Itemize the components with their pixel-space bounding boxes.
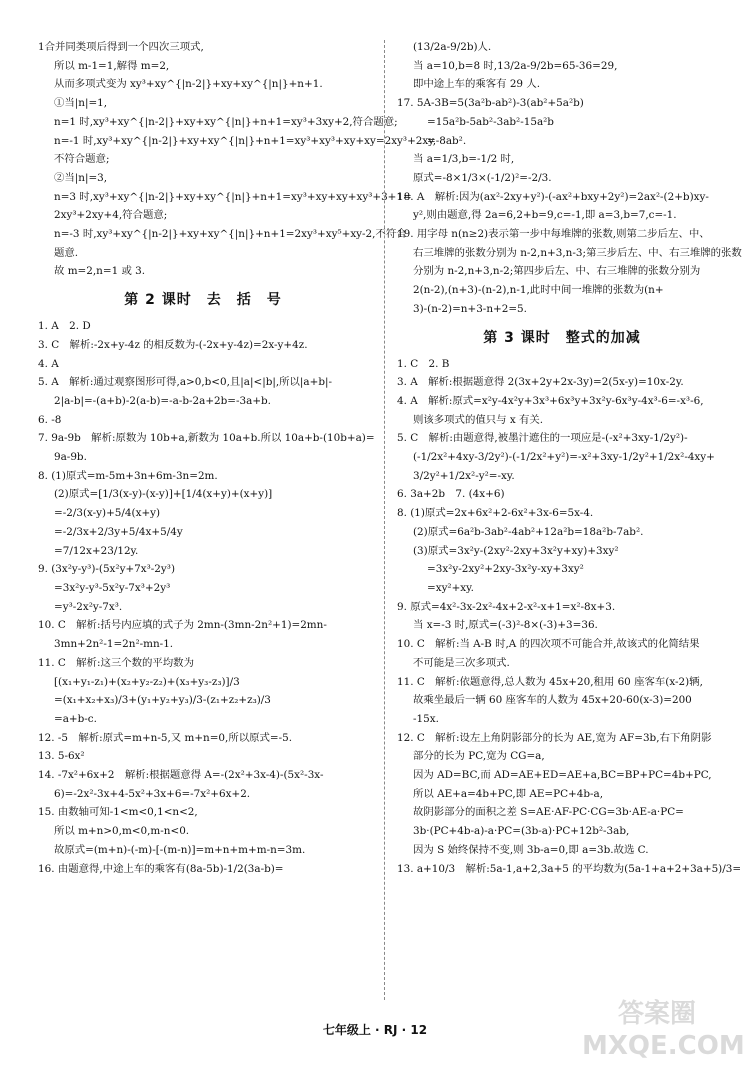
answer-item: 3. C 解析:-2x+y-4z 的相反数为-(-2x+y-4z)=2x-y+4z. xyxy=(38,338,308,351)
answer-item: 12. C 解析:设左上角阴影部分的长为 AE,宽为 AF=3b,右下角阴影 xyxy=(397,731,712,744)
answer-item: 1. A 2. D xyxy=(38,320,91,333)
text-line: ②当|n|=3, xyxy=(54,171,108,184)
text-line: 2(n-2),(n+3)-(n-2),n-1,此时中间一堆牌的张数为(n+ xyxy=(413,284,664,297)
text-line: =a+b-c. xyxy=(54,712,97,725)
text-line: =15a²b-5ab²-3ab²-15a²b xyxy=(427,115,554,128)
text-line: 故阴影部分的面积之差 S=AE·AF-PC·CG=3b·AE-a·PC= xyxy=(413,806,684,819)
text-line: =3x²y-y³-5x²y-7x³+2y³ xyxy=(54,581,171,594)
answer-item: 7. 9a-9b 解析:原数为 10b+a,新数为 10a+b.所以 10a+b-(10b+a)= xyxy=(38,432,375,445)
text-line: 不可能是三次多项式. xyxy=(413,656,510,669)
answer-item: 9. 原式=4x²-3x-2x²-4x+2-x²-x+1=x²-8x+3. xyxy=(397,600,616,613)
text-line: 因为 S 始终保持不变,则 3b-a=0,即 a=3b.故选 C. xyxy=(413,843,649,856)
answer-item: 15. 由数轴可知-1<m<0,1<n<2, xyxy=(38,806,198,819)
text-line: n=3 时,xy³+xy^{|n-2|}+xy+xy^{|n|}+n+1=xy³+xy+xy+xy³+3+1= xyxy=(54,190,412,203)
text-line: 因为 AD=BC,而 AD=AE+ED=AE+a,BC=BP+PC=4b+PC, xyxy=(413,769,712,782)
section-heading: 第 2 课时 去 括 号 xyxy=(124,292,282,309)
watermark-text: 答案圈 MXQE.COM xyxy=(582,999,745,1061)
text-line: 当 x=-3 时,原式=(-3)²-8×(-3)+3=36. xyxy=(413,619,598,632)
answer-item: 9. (3x²y-y³)-(5x²y+7x³-2y³) xyxy=(38,563,176,576)
text-line: n=1 时,xy³+xy^{|n-2|}+xy+xy^{|n|}+n+1=xy³+3xy+2,符合题意; xyxy=(54,115,398,128)
text-line: =-8ab². xyxy=(427,134,467,147)
answer-item: 13. a+10/3 解析:5a-1,a+2,3a+5 的平均数为(5a-1+a+2+3a+5)/3= xyxy=(397,862,742,875)
text-line: 所以 m+n>0,m<0,m-n<0. xyxy=(54,825,190,838)
answer-item: 10. C 解析:当 A-B 时,A 的四次项不可能合并,故该式的化简结果 xyxy=(397,638,700,651)
text-line: (3)原式=3x²y-(2xy²-2xy+3x²y+xy)+3xy² xyxy=(413,544,619,557)
text-line: =y³-2x²y-7x³. xyxy=(54,600,123,613)
text-line: [(x₁+y₁-z₁)+(x₂+y₂-z₂)+(x₃+y₃-z₃)]/3 xyxy=(54,675,240,688)
text-line: 部分的长为 PC,宽为 CG=a, xyxy=(413,750,545,763)
text-line: 9a-9b. xyxy=(54,451,87,464)
answer-item: 3. A 解析:根据题意得 2(3x+2y+2x-3y)=2(5x-y)=10x-2y. xyxy=(397,376,684,389)
answer-item: 14. -7x²+6x+2 解析:根据题意得 A=-(2x²+3x-4)-(5x²-3x- xyxy=(38,769,324,782)
answer-item: 12. -5 解析:原式=m+n-5,又 m+n=0,所以原式=-5. xyxy=(38,731,293,744)
text-line: =3x²y-2xy²+2xy-3x²y-xy+3xy² xyxy=(427,563,584,576)
text-line: (13/2a-9/2b)人. xyxy=(413,41,492,53)
answer-item: 8. (1)原式=2x+6x²+2-6x²+3x-6=5x-4. xyxy=(397,507,594,520)
text-line: 即中途上车的乘客有 29 人. xyxy=(413,78,541,91)
answer-item: 4. A 解析:原式=x²y-4x²y+3x³+6x³y+3x²y-6x³y-4x³-6=-x³-6, xyxy=(397,394,704,407)
text-line: 右三堆牌的张数分别为 n-2,n+3,n-3;第三步后左、中、右三堆牌的张数 xyxy=(413,246,742,259)
text-line: n=-3 时,xy³+xy^{|n-2|}+xy+xy^{|n|}+n+1=2xy³+xy⁵+xy-2,不符合 xyxy=(54,228,407,241)
answer-item: 8. (1)原式=m-5m+3n+6m-3n=2m. xyxy=(38,469,218,482)
answer-item: 4. A xyxy=(38,357,59,370)
text-line: -15x. xyxy=(413,712,439,725)
text-line: 题意. xyxy=(54,246,79,259)
text-line: (2)原式=6a²b-3ab²-4ab²+12a²b=18a²b-7ab². xyxy=(413,525,644,538)
text-line: (-1/2x²+4xy-3/2y²)-(-1/2x²+y²)=-x²+3xy-1/2y²+1/2x²-4xy+ xyxy=(413,451,715,464)
text-line: 当 a=10,b=8 时,13/2a-9/2b=65-36=29, xyxy=(413,59,618,72)
answer-item: 1. C 2. B xyxy=(397,357,450,370)
text-line: 当 a=1/3,b=-1/2 时, xyxy=(413,153,515,166)
text-line: 3)-(n-2)=n+3-n+2=5. xyxy=(413,302,527,315)
section-heading: 第 3 课时 整式的加减 xyxy=(483,329,641,346)
text-line: 3b·(PC+4b-a)-a·PC=(3b-a)·PC+12b²-3ab, xyxy=(413,825,630,838)
text-line: 故乘坐最后一辆 60 座客车的人数为 45x+20-60(x-3)=200 xyxy=(413,694,692,707)
text-line: =(x₁+x₂+x₃)/3+(y₁+y₂+y₃)/3-(z₁+z₂+z₃)/3 xyxy=(54,694,271,707)
answer-item: 16. 由题意得,中途上车的乘客有(8a-5b)-1/2(3a-b)= xyxy=(38,862,284,875)
text-line: 故 m=2,n=1 或 3. xyxy=(54,265,146,278)
text-line: 分别为 n-2,n+3,n-2;第四步后左、中、右三堆牌的张数分别为 xyxy=(413,265,701,278)
column-divider xyxy=(384,40,385,1000)
text-line: 1合并同类项后得到一个四次三项式, xyxy=(38,41,204,53)
text-line: 所以 m-1=1,解得 m=2, xyxy=(54,59,170,72)
answer-item: 11. C 解析:依题意得,总人数为 45x+20,租用 60 座客车(x-2)辆, xyxy=(397,675,703,688)
text-line: (2)原式=[1/3(x-y)-(x-y)]+[1/4(x+y)+(x+y)] xyxy=(54,488,273,501)
text-line: 故原式=(m+n)-(-m)-[-(m-n)]=m+n+m+m-n=3m. xyxy=(54,843,306,856)
text-line: 则该多项式的值只与 x 有关. xyxy=(413,413,544,426)
text-line: 所以 AE+a=4b+PC,即 AE=PC+4b-a, xyxy=(413,787,604,800)
answer-item: 13. 5-6x² xyxy=(38,750,85,763)
text-line: 原式=-8×1/3×(-1/2)²=-2/3. xyxy=(413,171,552,184)
text-line: 2xy³+2xy+4,符合题意; xyxy=(54,209,168,222)
text-line: =-2/3x+2/3y+5/4x+5/4y xyxy=(54,525,183,538)
answer-item: 5. A 解析:通过观察图形可得,a>0,b<0,且|a|<|b|,所以|a+b|- xyxy=(38,376,333,389)
answer-item: 6. 3a+2b 7. (4x+6) xyxy=(397,488,505,501)
text-line: 3mn+2n²-1=2n²-mn-1. xyxy=(54,638,174,651)
answer-item: 18. A 解析:因为(ax²-2xy+y²)-(-ax²+bxy+2y²)=2ax²-(2+b)xy- xyxy=(397,190,709,203)
text-line: =-2/3(x-y)+5/4(x+y) xyxy=(54,507,161,520)
text-line: 6)=-2x²-3x+4-5x²+3x+6=-7x²+6x+2. xyxy=(54,787,251,800)
watermark-logo xyxy=(582,998,745,1068)
text-line: =xy²+xy. xyxy=(427,581,474,594)
text-line: 不符合题意; xyxy=(54,153,110,166)
text-line: 从而多项式变为 xy³+xy^{|n-2|}+xy+xy^{|n|}+n+1. xyxy=(54,78,323,91)
text-line: n=-1 时,xy³+xy^{|n-2|}+xy+xy^{|n|}+n+1=xy³+xy³+xy+xy=2xy³+2xy, xyxy=(54,134,437,147)
answer-item: 11. C 解析:这三个数的平均数为 xyxy=(38,656,194,669)
text-line: ①当|n|=1, xyxy=(54,97,108,110)
answer-item: 5. C 解析:由题意得,被墨汁遮住的一项应是-(-x²+3xy-1/2y²)- xyxy=(397,432,688,445)
text-line: y²,则由题意,得 2a=6,2+b=9,c=-1,即 a=3,b=7,c=-1. xyxy=(413,209,677,222)
text-line: =7/12x+23/12y. xyxy=(54,544,139,557)
text-line: 2|a-b|=-(a+b)-2(a-b)=-a-b-2a+2b=-3a+b. xyxy=(54,394,271,407)
page-footer: 七年级上 · RJ · 12 xyxy=(322,1023,428,1037)
answer-item: 19. 用字母 n(n≥2)表示第一步中每堆牌的张数,则第二步后左、中、 xyxy=(397,228,710,241)
answer-item: 10. C 解析:括号内应填的式子为 2mn-(3mn-2n²+1)=2mn- xyxy=(38,619,327,632)
right-column xyxy=(397,38,742,878)
answer-item: 6. -8 xyxy=(38,413,62,426)
text-line: 3/2y²+1/2x²-y²=-xy. xyxy=(413,469,515,482)
answer-item: 17. 5A-3B=5(3a²b-ab²)-3(ab²+5a²b) xyxy=(397,97,584,110)
